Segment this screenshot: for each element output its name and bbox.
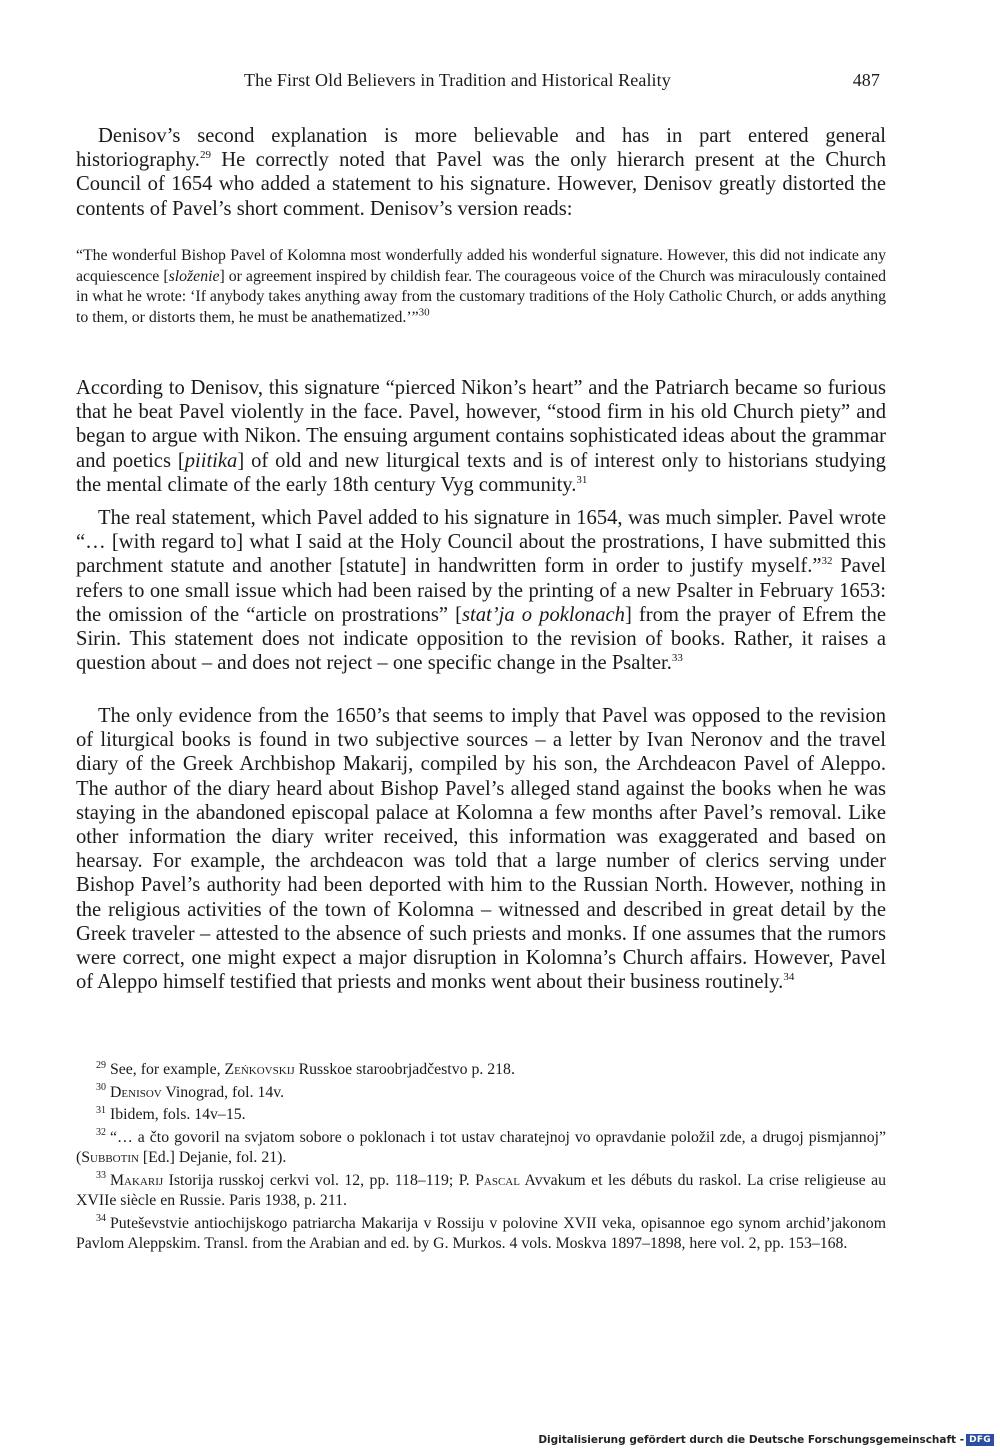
footnote-number: 29 — [96, 1059, 106, 1071]
italic-term: stat’ja o poklonach — [462, 603, 625, 626]
dfg-logo: DFG — [966, 1434, 994, 1446]
paragraph-text: According to Denisov, this signature “pierced Nikon’s heart” and the Patriarch became so furious that he beat Pavel violently in the face. Pavel, however, “stood firm in his old Church piety” and began to argue with Nikon. The ensuing argument contains sophisticated ideas about the grammar and poetics [ — [76, 377, 886, 472]
footnote-number: 34 — [96, 1213, 106, 1225]
page-number: 487 — [852, 70, 880, 90]
paragraph-text: ] from the prayer of Efrem the Sirin. This statement does not indicate opposition to the revision of books. Rather, it raises a question about – and does not reject – one specific change in the Psalter. — [76, 603, 886, 675]
footnote-ref: 33 — [671, 652, 683, 665]
footnote-author: Pascal — [475, 1171, 520, 1189]
footnote-text: Avvakum et les débuts du raskol. La crise religieuse au XVIIe siècle en Russie. Paris 1938, p. 211. — [76, 1171, 886, 1209]
footnote-number: 31 — [96, 1104, 106, 1116]
italic-term: piitika — [184, 449, 238, 472]
paragraph-4 — [76, 704, 886, 994]
quote-italic-term: složenie — [168, 267, 220, 285]
footnote-text: See, for example, — [110, 1061, 225, 1078]
footnote-31 — [76, 1105, 886, 1126]
footnote-author: Denisov — [110, 1083, 162, 1101]
footnote-text: Vinograd, fol. 14v. — [161, 1083, 285, 1101]
footnote-text: “… a čto govoril na svjatom sobore o poklonach i tot ustav charatejnoj vo opravdanie položil zde, a drugoj pismjannoj” ( — [76, 1128, 886, 1166]
paragraph-text: The real statement, which Pavel added to his signature in 1654, was much simpler. Pavel wrote “… [with regard to] what I said at the Holy Council about the prostrations, I have submitted this parchment statute and another [statute] in handwritten form in order to justify myself.” — [76, 507, 886, 578]
footnote-30 — [76, 1083, 886, 1104]
footnote-ref: 31 — [576, 473, 588, 486]
block-quote — [76, 246, 886, 328]
footnote-text: Puteševstvie antiochijskogo patriarcha Makarija v Rossiju v polovine XVII veka, opisannoe ego synom archid’jakonom Pavlom Aleppskim. Transl. from the Arabian and ed. by G. Murkos. 4 vols. Moskva 1897–1898, here vol. 2, pp. 153–168. — [76, 1214, 886, 1252]
paragraph-3 — [76, 506, 886, 675]
paragraph-text: He correctly noted that Pavel was the only hierarch present at the Church Council of 1654 who added a statement to his signature. However, Denisov greatly distorted the contents of Pavel’s short comment. Denisov’s version reads: — [76, 149, 886, 220]
footnote-text: Russkoe staroobrjadčestvo p. 218. — [294, 1061, 515, 1078]
quote-text: “The wonderful Bishop Pavel of Kolomna most wonderfully added his wonderful signature. However, this did not indicate any acquiescence [ — [76, 247, 886, 285]
footnote-ref: 34 — [783, 971, 795, 984]
footnote-ref: 30 — [418, 306, 430, 319]
footnote-number: 32 — [96, 1127, 106, 1139]
footnote-33 — [76, 1171, 886, 1212]
running-title: The First Old Believers in Tradition and Historical Reality — [244, 70, 671, 90]
quote-text: ] or agreement inspired by childish fear. The courageous voice of the Church was miraculously contained in what he wrote: ‘If anybody takes anything away from the customary traditions of the Holy Catholic Church, or adds anything to them, or distorts them, he must be anathematized.’” — [76, 267, 886, 326]
footnote-author: Makarij — [110, 1171, 164, 1189]
footnote-text: Istorija russkoj cerkvi vol. 12, pp. 118–119; P. — [163, 1171, 476, 1189]
footnote-32 — [76, 1128, 886, 1169]
footnote-ref: 29 — [199, 149, 211, 162]
footnote-author: Subbotin — [81, 1149, 139, 1166]
footer-text: Digitalisierung gefördert durch die Deutsche Forschungsgemeinschaft - — [538, 1434, 965, 1446]
paragraph-1 — [76, 124, 886, 221]
footnote-text: Ibidem, fols. 14v–15. — [110, 1106, 246, 1123]
footnote-author: Zeńkovskij — [224, 1061, 295, 1078]
paragraph-2 — [76, 376, 886, 497]
footnote-number: 30 — [96, 1082, 106, 1094]
footnote-ref: 32 — [821, 555, 833, 568]
footnote-34 — [76, 1214, 886, 1255]
footnote-number: 33 — [96, 1170, 106, 1182]
paragraph-text: The only evidence from the 1650’s that seems to imply that Pavel was opposed to the revision of liturgical books is found in two subjective sources – a letter by Ivan Neronov and the travel diary of the Greek Archbishop Makarij, compiled by his son, the Archdeacon Pavel of Aleppo. The author of the diary heard about Bishop Pavel’s alleged stand against the books when he was staying in the abandoned episcopal palace at Kolomna a few months after Pavel’s removal. Like other information the diary writer received, this information was exaggerated and based on hearsay. For example, the archdeacon was told that a large number of clerics serving under Bishop Pavel’s authority had been deported with him to the Russian North. However, nothing in the religious activities of the town of Kolomna – witnessed and described in great detail by the Greek traveler – attested to the absence of such priests and monks. If one assumes that the rumors were correct, one might expect a major disruption in Kolomna’s Church affairs. However, Pavel of Aleppo himself testified that priests and monks went about their business routinely. — [76, 705, 886, 994]
footnotes — [76, 1060, 886, 1257]
digitization-footer — [538, 1434, 994, 1446]
paragraph-text: ] of old and new liturgical texts and is of interest only to historians studying the mental climate of the early 18th century Vyg community. — [76, 449, 886, 496]
paragraph-text: Denisov’s second explanation is more believable and has in part entered general historiography. — [76, 125, 886, 172]
paragraph-text: Pavel refers to one small issue which had been raised by the printing of a new Psalter in February 1653: the omission of the “article on prostrations” [ — [76, 555, 887, 626]
footnote-29 — [76, 1060, 886, 1081]
footnote-text: [Ed.] Dejanie, fol. 21). — [138, 1149, 287, 1166]
